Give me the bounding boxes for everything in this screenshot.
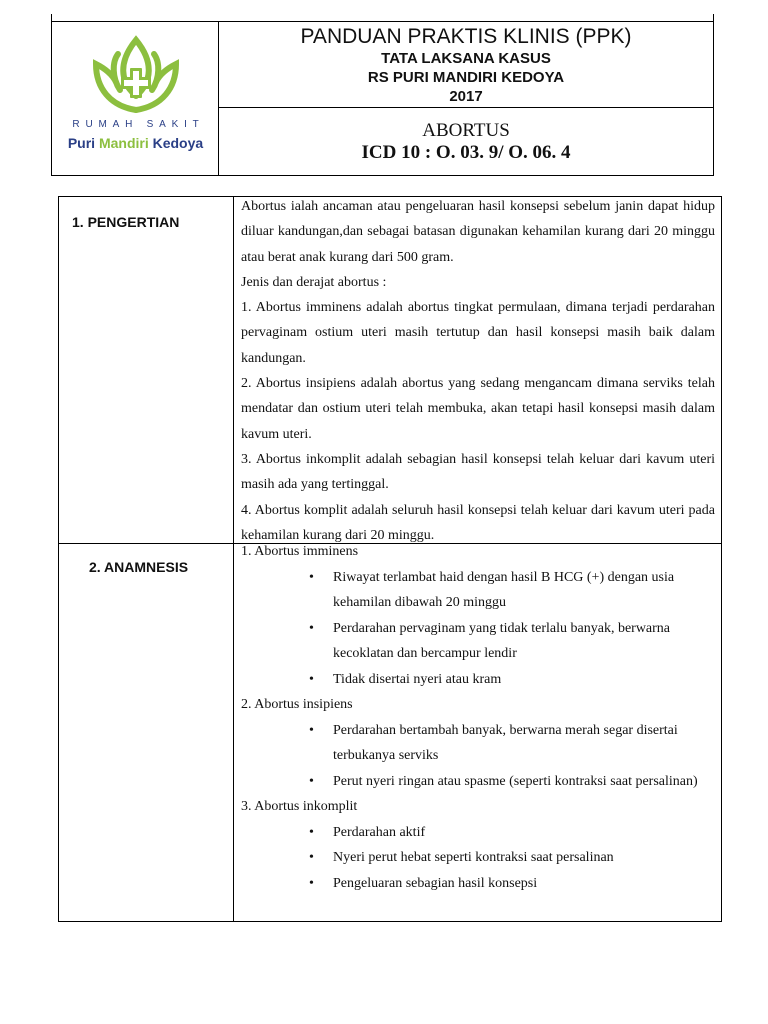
logo-name-part: Puri — [67, 135, 99, 151]
logo-caption: RUMAH SAKIT — [72, 119, 205, 130]
anamnesis-subheading: 1. Abortus imminens — [241, 544, 359, 559]
bullet-list — [241, 820, 715, 897]
list-item: • Pengeluaran sebagian hasil konsepsi — [333, 871, 715, 897]
list-item: • Tidak disertai nyeri atau kram — [333, 667, 715, 693]
logo-name-part: Kedoya — [148, 135, 204, 151]
paragraph: 1. Abortus imminens adalah abortus tingkat permulaan, dimana terjadi perdarahan pervaginam ostium uteri masih tertutup dan hasil konsepsi masih baik dalam kandungan. — [241, 300, 715, 366]
paragraph: Abortus ialah ancaman atau pengeluaran hasil konsepsi sebelum janin dapat hidup diluar kandungan,dan sebagai batasan digunakan kehamilan kurang dari 20 minggu atau berat anak kurang dari 500 gram. — [241, 199, 715, 265]
anamnesis-subheading: 2. Abortus insipiens — [241, 697, 353, 712]
document-year: 2017 — [449, 88, 483, 105]
hospital-logo-icon — [90, 26, 182, 118]
logo-name-part: Mandiri — [98, 135, 149, 151]
list-item: • Perdarahan pervaginam yang tidak terlalu banyak, berwarna kecoklatan dan bercampur lendir — [333, 616, 715, 667]
paragraph: 3. Abortus inkomplit adalah sebagian hasil konsepsi telah keluar dari kavum uteri masih ada yang tertinggal. — [241, 451, 715, 493]
paragraph: Jenis dan derajat abortus : — [241, 274, 387, 290]
title-cell — [219, 22, 713, 108]
bullet-list — [241, 565, 715, 693]
icd-code: ICD 10 : O. 03. 9/ O. 06. 4 — [361, 142, 571, 163]
list-item: • Perdarahan bertambah banyak, berwarna merah segar disertai terbukanya serviks — [333, 718, 715, 769]
diagnosis-cell — [219, 108, 713, 175]
anamnesis-subheading: 3. Abortus inkomplit — [241, 799, 358, 814]
diagnosis-name: ABORTUS — [422, 120, 510, 141]
anamnesis-content — [241, 539, 715, 896]
list-item: • Nyeri perut hebat seperti kontraksi saat persalinan — [333, 845, 715, 871]
column-divider — [233, 197, 234, 921]
logo-cell — [52, 22, 219, 175]
section-label-pengertian: 1. PENGERTIAN — [72, 214, 180, 230]
crop-mark — [713, 14, 714, 21]
paragraph: 4. Abortus komplit adalah seluruh hasil konsepsi telah keluar dari kavum uteri pada kehamilan kurang dari 20 minggu. — [241, 502, 715, 543]
list-item: • Perdarahan aktif — [333, 820, 715, 846]
document-header — [51, 21, 714, 176]
document-title: PANDUAN PRAKTIS KLINIS (PPK) — [300, 25, 632, 48]
document-subtitle: TATA LAKSANA KASUS — [381, 50, 551, 67]
paragraph: 2. Abortus insipiens adalah abortus yang sedang mengancam dimana serviks telah mendatar dan ostium uteri telah membuka, akan tetapi hasil konsepsi masih dalam kavum uteri. — [241, 376, 715, 442]
crop-mark — [51, 14, 52, 21]
section-label-anamnesis: 2. ANAMNESIS — [89, 559, 189, 575]
logo-hospital-name — [52, 135, 219, 151]
list-item: • Riwayat terlambat haid dengan hasil B HCG (+) dengan usia kehamilan dibawah 20 minggu — [333, 565, 715, 616]
ppk-content-table — [58, 196, 722, 922]
hospital-name: RS PURI MANDIRI KEDOYA — [367, 69, 565, 86]
pengertian-content — [241, 194, 715, 548]
bullet-list — [241, 718, 715, 795]
list-item: • Perut nyeri ringan atau spasme (seperti kontraksi saat persalinan) — [333, 769, 715, 795]
